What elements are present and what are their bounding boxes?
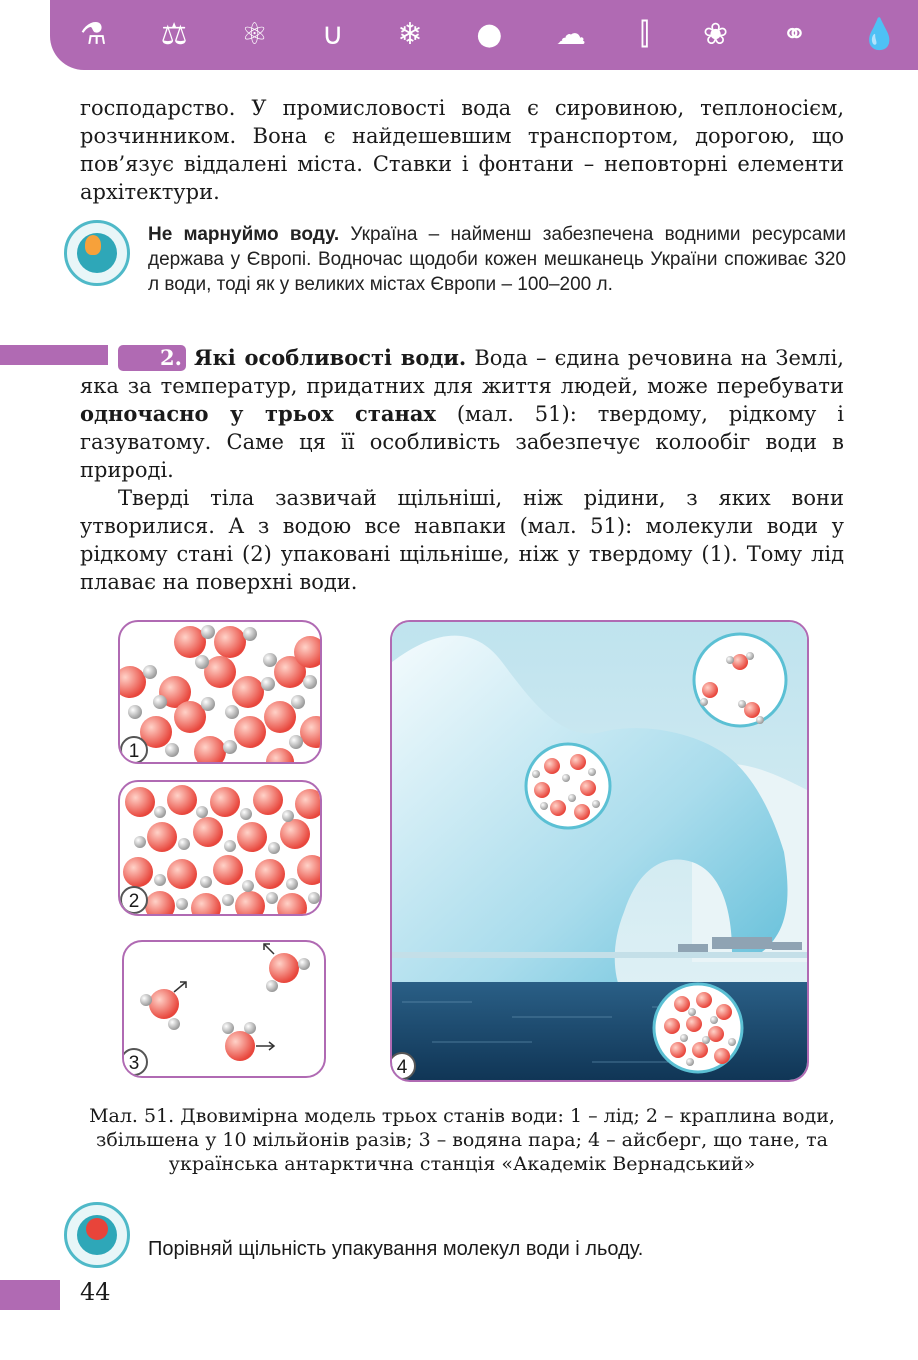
page-number: 44 <box>80 1278 111 1306</box>
flask-icon: ⚗ <box>80 17 107 52</box>
figure-label-2: 2 <box>120 886 148 914</box>
water-inset <box>654 984 742 1072</box>
section-text-b: (мал. 51): твердому, рідкому і газуватому. Саме ця її особливість забезпечує колообіг води в природі. <box>80 402 844 482</box>
apple-icon: ● <box>476 17 503 52</box>
iceberg-photo <box>390 620 809 1082</box>
figure-panel-ice <box>118 620 322 764</box>
cloud-icon: ☁ <box>556 17 587 52</box>
figure-label-1: 1 <box>120 736 148 764</box>
figure-caption: Мал. 51. Двовимірна модель трьох станів води: 1 – лід; 2 – краплина води, збільшена у 10 мільйонів разів; 3 – водяна пара; 4 – айсберг, що тане, та українська антарктична станція «Академік Вернадський» <box>89 1105 835 1175</box>
molecule-chain-icon: ⚭ <box>781 17 807 52</box>
shell-icon: ❀ <box>703 17 729 52</box>
iceberg-illustration <box>392 622 809 1082</box>
question-text: Порівняй щільність упакування молекул води і льоду. <box>148 1238 644 1260</box>
tip-title: Не марнуймо воду. <box>148 224 340 245</box>
section-2-paragraph-2: Тверді тіла зазвичай щільніші, ніж рідини, з яких вони утворилися. А з водою все навпаки (мал. 51): молекули води у рідкому стані (2) упаковані щільніше, ніж у твердому (1). Тому лід плаває на поверхні води. <box>80 486 844 594</box>
lightbulb-shape <box>85 235 101 255</box>
figure-label-3: 3 <box>122 1048 148 1076</box>
intro-paragraph <box>80 94 844 206</box>
ice-molecules-illustration <box>120 622 322 764</box>
drop-icon: 💧 <box>860 17 898 52</box>
lightbulb-icon <box>64 220 130 286</box>
tip-text: Україна – найменш забезпечена водними ресурсами держава у Європі. Водночас щодоби кожен мешканець України споживає 320 л води, тоді як у великих містах Європи – 100–200 л. <box>148 224 846 295</box>
section-bold-phrase: одночасно у трьох станах <box>80 401 436 426</box>
intro-text: господарство. У промисловості вода є сировиною, теплоносієм, розчинником. Вона є найдешевшим транспортом, дорогою, що пов’язує віддалені міста. Ставки і фонтани – неповторні елементи архітектури. <box>80 96 844 204</box>
vapor-molecules-illustration <box>124 942 326 1078</box>
section-heading: Які особливості води. <box>194 345 467 370</box>
molecule-icon: ⚛ <box>241 17 269 52</box>
section-2-paragraph-1 <box>80 344 844 484</box>
page-number-bar <box>0 1280 60 1310</box>
apple-shape <box>86 1218 108 1240</box>
ice-inset <box>526 744 610 828</box>
test-tubes-icon: ⫿ <box>639 17 650 52</box>
section-number: 2. <box>118 345 186 371</box>
figure-label-4: 4 <box>390 1052 416 1080</box>
liquid-molecules-illustration <box>120 782 322 916</box>
header-icons <box>80 10 898 60</box>
figure-panel-liquid <box>118 780 322 916</box>
magnet-icon: ∪ <box>321 17 344 52</box>
header-bar <box>50 0 918 70</box>
section-2 <box>80 344 844 596</box>
figure-panel-vapor <box>122 940 326 1078</box>
section-text-a: Вода – єдина речовина на Землі, яка за температур, придатних для життя людей, може перебувати <box>80 346 844 398</box>
snowflake-icon: ❄ <box>397 17 423 52</box>
scales-icon: ⚖ <box>160 17 188 52</box>
tip-block <box>148 222 846 297</box>
vapor-inset <box>694 634 786 726</box>
apple-question-icon <box>64 1202 130 1268</box>
